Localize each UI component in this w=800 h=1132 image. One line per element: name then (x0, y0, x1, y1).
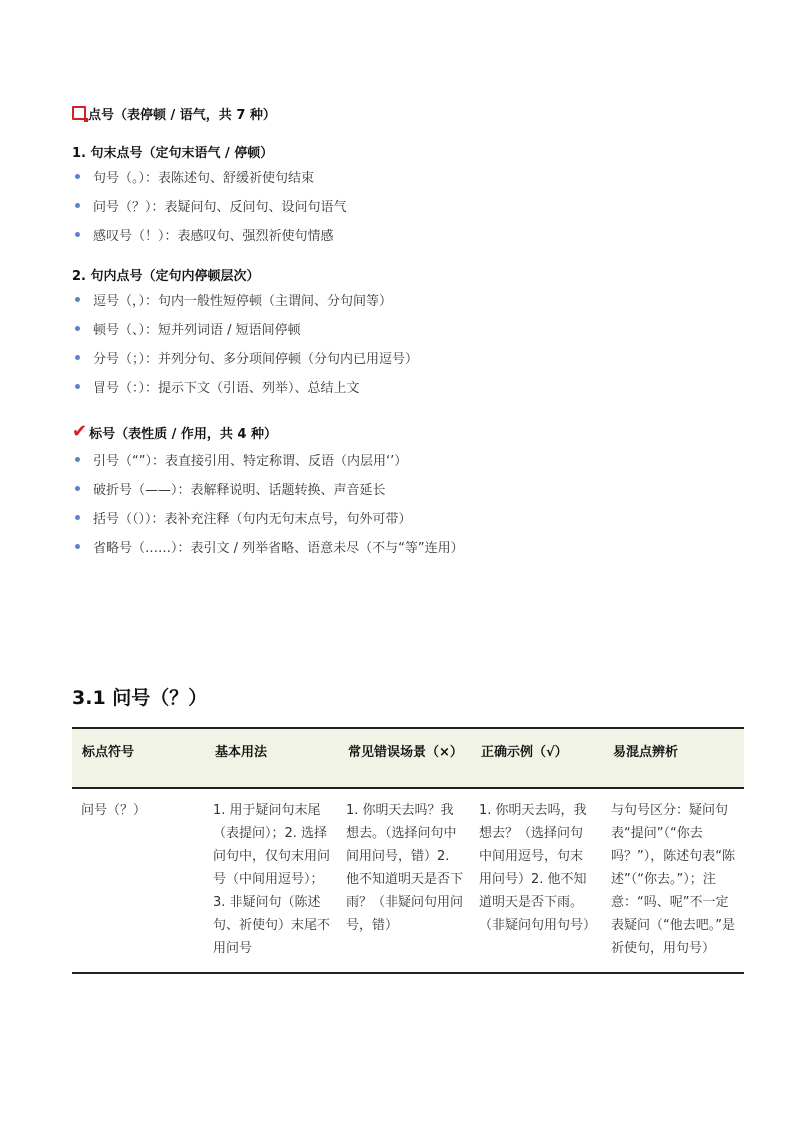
table-row (72, 788, 744, 973)
column-header: 正确示例（√） (481, 745, 568, 760)
group-title-end-marks: 1. 句末点号（定句末语气 / 停顿） (72, 145, 274, 161)
cell-confuse: 与句号区分：疑问句表“提问”（“你去吗？”），陈述句表“陈述”（“你去。”）；注意：“吗、呢”不一定表疑问（“他去吧。”是祈使句，用句号） (611, 803, 735, 956)
list-item: 感叹号（！）：表感叹句、强烈祈使句情感 (72, 220, 744, 249)
bullet-icon (75, 486, 80, 491)
bullet-icon (75, 297, 80, 302)
list-item: 逗号（，）：句内一般性短停顿（主谓间、分句间等） (72, 285, 744, 314)
bullet-icon (75, 355, 80, 360)
bullet-icon (75, 457, 80, 462)
list-item: 省略号（……）：表引文 / 列举省略、语意未尽（不与“等”连用） (72, 532, 744, 561)
cell-symbol: 问号（？） (81, 803, 147, 818)
list-item: 引号（“”）：表直接引用、特定称谓、反语（内层用‘’） (72, 445, 744, 474)
column-header: 常见错误场景（×） (348, 745, 463, 760)
inner-marks-list (72, 285, 744, 401)
list-item: 括号（（））：表补充注释（句内无句末点号，句外可带） (72, 503, 744, 532)
bullet-icon (75, 326, 80, 331)
bullet-icon (75, 203, 80, 208)
list-item: 句号（。）：表陈述句、舒缓祈使句结束 (72, 162, 744, 191)
list-item: 问号（？）：表疑问句、反问句、设问句语气 (72, 191, 744, 220)
column-header: 标点符号 (82, 745, 135, 760)
section-heading-text: 点号（表停顿 / 语气，共 7 种） (88, 107, 276, 123)
cell-usage: 1. 用于疑问句末尾（表提问）；2. 选择问句中，仅句末用问号（中间用逗号）；3. 非疑问句（陈述句、祈使句）末尾不用问号 (213, 803, 331, 956)
bullet-icon (75, 174, 80, 179)
end-marks-list (72, 162, 744, 249)
section-heading-marks (72, 419, 744, 445)
bullet-icon (75, 232, 80, 237)
page-content (72, 100, 744, 561)
column-header: 基本用法 (215, 745, 268, 760)
list-item: 顿号（、）：短并列词语 / 短语间停顿 (72, 314, 744, 343)
list-item: 分号（；）：并列分句、多分项间停顿（分句内已用逗号） (72, 343, 744, 372)
question-mark-table (72, 727, 744, 974)
checkbox-icon (72, 106, 86, 120)
list-item: 破折号（——）：表解释说明、话题转换、声音延长 (72, 474, 744, 503)
table-header-row (72, 728, 744, 788)
checkmark-icon: ✔ (72, 421, 88, 442)
marks-list (72, 445, 744, 561)
section-heading-punctuation-marks (72, 100, 744, 126)
cell-wrong: 1. 你明天去吗？我想去。（选择问句中间用问号，错）2. 他不知道明天是否下雨？（非疑问句用问号，错） (346, 803, 464, 933)
group-title-inner-marks: 2. 句内点号（定句内停顿层次） (72, 268, 260, 284)
list-item: 冒号（：）：提示下文（引语、列举）、总结上文 (72, 372, 744, 401)
section-title-question-mark: 3.1 问号（？） (72, 687, 208, 709)
bullet-icon (75, 544, 80, 549)
section-heading-text: 标号（表性质 / 作用，共 4 种） (89, 426, 277, 442)
cell-right: 1. 你明天去吗，我想去？（选择问句中间用逗号，句末用问号）2. 他不知道明天是否下雨。（非疑问句用句号） (479, 803, 597, 933)
column-header: 易混点辨析 (613, 745, 679, 760)
bullet-icon (75, 384, 80, 389)
bullet-icon (75, 515, 80, 520)
